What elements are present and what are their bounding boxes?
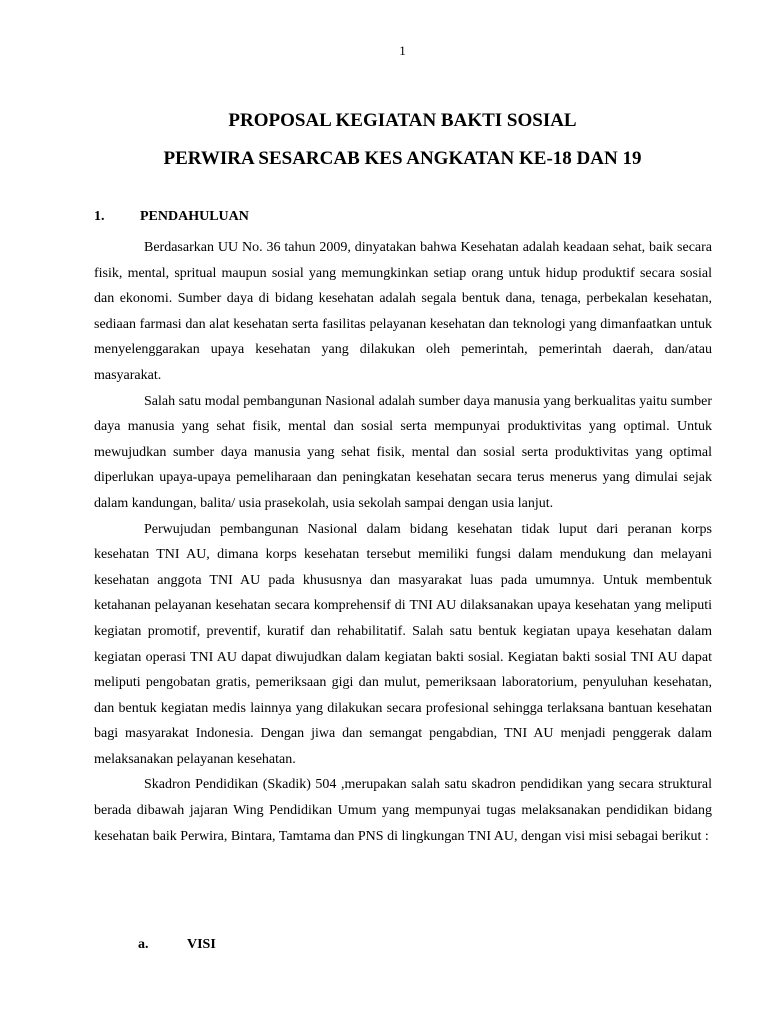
subsection-letter: a.	[138, 937, 149, 952]
document-subtitle: PERWIRA SESARCAB KES ANGKATAN KE-18 DAN 19	[163, 148, 642, 169]
paragraph: Perwujudan pembangunan Nasional dalam bidang kesehatan tidak luput dari peranan korps kesehatan TNI AU, dimana korps kesehatan tersebut memiliki fungsi dalam mendukung dan melayani kesehatan anggota TNI AU pada khususnya dan masyarakat luas pada umumnya. Untuk membentuk ketahanan pelayanan kesehatan secara komprehensif di TNI AU dilaksanakan upaya kesehatan yang meliputi kegiatan promotif, preventif, kuratif dan rehabilitatif. Salah satu bentuk kegiatan upaya kesehatan dalam kegiatan operasi TNI AU dapat diwujudkan dalam kegiatan bakti sosial. Kegiatan bakti sosial TNI AU dapat meliputi pengobatan gratis, pemeriksaan gigi dan mulut, pemeriksaan laboratorium, penyuluhan kesehatan, dan bentuk kegiatan medis lainnya yang dilakukan secara profesional sehingga terlaksana bantuan kesehatan bagi masyarakat Indonesia. Dengan jiwa dan semangat pengabdian, TNI AU menjadi penggerak dalam melaksanakan pelayanan kesehatan.	[94, 521, 712, 767]
paragraph: Skadron Pendidikan (Skadik) 504 ,merupakan salah satu skadron pendidikan yang secara struktural berada dibawah jajaran Wing Pendidikan Umum yang mempunyai tugas melaksanakan pendidikan bidang kesehatan baik Perwira, Bintara, Tamtama dan PNS di lingkungan TNI AU, dengan visi misi sebagai berikut :	[94, 777, 712, 844]
page-number: 1	[399, 43, 406, 58]
paragraph: Salah satu modal pembangunan Nasional adalah sumber daya manusia yang berkualitas yaitu sumber daya manusia yang sehat fisik, mental dan sosial serta mempunyai produktivitas yang optimal. Untuk mewujudkan sumber daya manusia yang sehat fisik, mental dan sosial serta produktivitas yang optimal diperlukan upaya-upaya pemeliharaan dan peningkatan kesehatan secara terus menerus yang dimulai sejak dalam kandungan, balita/ usia prasekolah, usia sekolah sampai dengan usia lanjut.	[94, 393, 712, 511]
section-heading	[94, 209, 249, 225]
section-title: PENDAHULUAN	[140, 209, 249, 224]
body-text	[94, 235, 712, 849]
document-title: PROPOSAL KEGIATAN BAKTI SOSIAL	[228, 110, 577, 131]
section-number: 1.	[94, 209, 105, 224]
subsection-title: VISI	[187, 937, 216, 952]
paragraph: Berdasarkan UU No. 36 tahun 2009, dinyatakan bahwa Kesehatan adalah keadaan sehat, baik secara fisik, mental, spritual maupun sosial yang memungkinkan setiap orang untuk hidup produktif secara sosial dan ekonomi. Sumber daya di bidang kesehatan adalah segala bentuk dana, tenaga, perbekalan kesehatan, sediaan farmasi dan alat kesehatan serta fasilitas pelayanan kesehatan dan teknologi yang dimanfaatkan untuk menyelenggarakan upaya kesehatan yang dilakukan oleh pemerintah, pemerintah daerah, dan/atau masyarakat.	[94, 240, 712, 383]
subsection-heading	[138, 937, 216, 953]
